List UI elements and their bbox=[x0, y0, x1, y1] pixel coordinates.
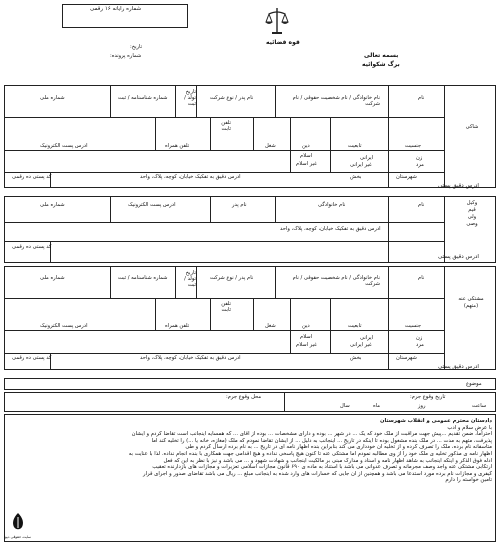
attorney-national-id: شماره ملی bbox=[40, 202, 65, 208]
defendant-id-number: شماره شناسنامه / ثبت bbox=[118, 275, 168, 281]
crime-subject-label: موضوع bbox=[466, 381, 482, 387]
form-number-label: شماره رایانه ۱۶ رقمی bbox=[90, 6, 142, 12]
attorney-postal-code: کد پستی ده رقمی bbox=[12, 244, 52, 250]
legal-site-logo-icon bbox=[9, 512, 27, 532]
complainant-id-number: شماره شناسنامه / ثبت bbox=[118, 95, 168, 101]
defendant-religion-other[interactable]: غیر اسلام bbox=[296, 342, 317, 348]
date-label: تاریخ: bbox=[130, 44, 143, 50]
crime-date-label: تاریخ وقوع جرم: bbox=[410, 394, 446, 400]
defendant-job-label: شغل bbox=[265, 323, 276, 329]
defendant-nationality-iranian[interactable]: ایرانی bbox=[360, 335, 373, 341]
form-title: برگ شکوائیه bbox=[362, 61, 400, 68]
complainant-first-name: نام bbox=[418, 95, 425, 101]
defendant-first-name: نام bbox=[418, 275, 425, 281]
defendant-postal-code: کد پستی ده رقمی bbox=[12, 355, 52, 361]
complainant-national-id: شماره ملی bbox=[40, 95, 65, 101]
legal-site-logo-text: سایت حقوقی دیوا bbox=[4, 535, 31, 539]
complainant-side-label: شاکی bbox=[465, 124, 479, 130]
complainant-address-label: ادرس دقیق به تفکیک خیابان، کوچه، پلاک، واحد bbox=[140, 174, 241, 180]
defendant-address-label: ادرس دقیق به تفکیک خیابان، کوچه، پلاک، واحد bbox=[140, 355, 241, 361]
complainant-gender-male[interactable]: مرد bbox=[416, 162, 424, 168]
body-line-6: ادله فوق الذکر و اینکه اینجانب به شاهد اظهار نامه و اسناد و مدارک مبنی بر مالکیت اینجانب و شهادت شهود و ... می باشد و نیز با نظر به این که فعل bbox=[163, 457, 492, 464]
complainant-job-label: شغل bbox=[265, 143, 276, 149]
iran-emblem-icon bbox=[263, 6, 291, 36]
attorney-address-label: ادرس دقیق به تفکیک خیابان، کوچه، پلاک، واحد bbox=[280, 226, 381, 232]
attorney-email: ادرس پست الکترونیک bbox=[128, 202, 176, 208]
crime-date-day: روز bbox=[418, 403, 426, 409]
defendant-mobile-label: تلفن همراه bbox=[165, 323, 190, 329]
body-line-1: با عرض سلام و ادب bbox=[447, 424, 492, 431]
attorney-address-side: ادرس دقیق پستی bbox=[438, 254, 479, 260]
complainant-religion-islam[interactable]: اسلام bbox=[300, 153, 313, 159]
complainant-gender-female[interactable]: زن bbox=[416, 155, 423, 161]
crime-date-hour: ساعت bbox=[472, 403, 487, 409]
complainant-religion-label: دین bbox=[302, 143, 310, 149]
defendant-side-label: مشتکی عنه (متهم) bbox=[458, 296, 484, 309]
defendant-gender-label: جنسیت bbox=[405, 323, 422, 329]
body-line-5: اظهار نامه ی مذکور تخلیه ی ملک خود را از وی مطالبه نمودم اما مشتکی عنه تا کنون هیچ پاسخی نداده و هیچ اقدامی جهت همکاری با بنده انجام نداده. لذا با عنایت به bbox=[128, 450, 492, 457]
body-line-7: ارتکابی مشتکی عنه واجد وصف مجرمانه و تصرف عدوانی می باشد با استناد به ماده ی ۶۹۰ قانون مجازات اسلامی تعزیرات و مجازات های بازدارنده تعقیب bbox=[152, 464, 492, 471]
defendant-phone-label: تلفن ثابت bbox=[221, 301, 231, 313]
body-line-3: پذیرفت، متهم به مدت ... در ملک بنده مشغول بوده تا اینکه در تاریخ ... اینجانب به دلیل ... از ایشان تقاضا نمودم که ملک (مغازه، خانه یا ...) را تخلیه کند اما bbox=[151, 437, 492, 444]
defendant-nationality-label: تابعیت bbox=[348, 323, 362, 329]
defendant-city-label: شهرستان bbox=[396, 355, 417, 361]
complainant-postal-code: کد پستی ده رقمی bbox=[12, 174, 52, 180]
crime-place-label: محل وقوع جرم: bbox=[226, 394, 262, 400]
complainant-gender-label: جنسیت bbox=[405, 143, 422, 149]
defendant-father-name: نام پدر / نوع شرکت bbox=[210, 275, 254, 281]
crime-date-month: ماه bbox=[373, 403, 381, 409]
defendant-gender-female[interactable]: زن bbox=[416, 335, 423, 341]
judiciary-label: قوه قضائیه bbox=[266, 39, 300, 46]
defendant-gender-male[interactable]: مرد bbox=[416, 342, 424, 348]
complainant-mobile-label: تلفن همراه bbox=[165, 143, 190, 149]
complainant-email-label: ادرس پست الکترونیک bbox=[40, 143, 88, 149]
complainant-birth-date: تاریخ تولد / ثبت bbox=[184, 89, 196, 107]
defendant-religion-islam[interactable]: اسلام bbox=[300, 334, 313, 340]
body-line-2: احتراماً، ضمن تقدیم ...پیش جهت مراقبت از ملک خود که یک ... در شهر ... بوده و دارای مشخصات ... بوده از آقای ... که همسایه اینجانب است تقاضا کردم و ایشان bbox=[131, 431, 492, 438]
complainant-nationality-iranian[interactable]: ایرانی bbox=[360, 155, 373, 161]
complainant-nationality-foreign[interactable]: غیر ایرانی bbox=[350, 162, 372, 168]
attorney-side-label: وکیل قیم ولی وصی bbox=[466, 200, 478, 227]
case-number-label: شماره پرونده: bbox=[110, 53, 142, 59]
defendant-email-label: ادرس پست الکترونیک bbox=[40, 323, 88, 329]
crime-date-year: سال bbox=[340, 403, 350, 409]
defendant-birth-date: تاریخ تولد / ثبت bbox=[184, 270, 196, 288]
body-line-4: متاسفانه نام برده، ملک را تصرف کرده و از تخلیه آن خودداری می کند بنابراین بنده اظهار نامه ای در تاریخ ... به نام برده ارسال کردم و طی bbox=[185, 444, 492, 451]
defendant-section bbox=[4, 266, 496, 370]
defendant-district-label: بخش bbox=[350, 355, 362, 361]
complainant-phone-label: تلفن ثابت bbox=[221, 120, 231, 132]
complainant-city-label: شهرستان bbox=[396, 174, 417, 180]
complainant-religion-other[interactable]: غیر اسلام bbox=[296, 161, 317, 167]
complainant-last-name: نام خانوادگی / نام شخصیت حقوقی / نام شرکت bbox=[292, 95, 380, 107]
defendant-nationality-foreign[interactable]: غیر ایرانی bbox=[350, 342, 372, 348]
complainant-address-side: ادرس دقیق پستی bbox=[438, 183, 479, 189]
attorney-first-name: نام bbox=[418, 202, 425, 208]
body-line-8: کیفری و مجازات نام برده مورد استدعا می باشد و همچنین از آن جایی که خسارات های وارد شده به اینجانب مبلغ ... ریال می باشد تقاضای صدور و اجرای قرار bbox=[143, 470, 492, 477]
defendant-last-name: نام خانوادگی / نام شخصیت حقوقی / نام شرکت bbox=[292, 275, 380, 287]
body-line-0: دادستان محترم عمومی و انقلاب شهرستان bbox=[379, 418, 492, 424]
complainant-nationality-label: تابعیت bbox=[348, 143, 362, 149]
defendant-address-side: ادرس دقیق پستی bbox=[438, 364, 479, 370]
body-line-9: تامین خواسته را دارم bbox=[445, 477, 492, 484]
complainant-father-name: نام پدر / نوع شرکت bbox=[210, 95, 254, 101]
attorney-last-name: نام خانوادگی bbox=[318, 202, 346, 208]
defendant-religion-label: دین bbox=[302, 323, 310, 329]
crime-subject-box bbox=[4, 378, 496, 390]
defendant-national-id: شماره ملی bbox=[40, 275, 65, 281]
bismillah: بسمه تعالی bbox=[364, 52, 399, 59]
complainant-district-label: بخش bbox=[350, 174, 362, 180]
attorney-father-name: نام پدر bbox=[232, 202, 247, 208]
complaint-body-text bbox=[26, 418, 492, 484]
